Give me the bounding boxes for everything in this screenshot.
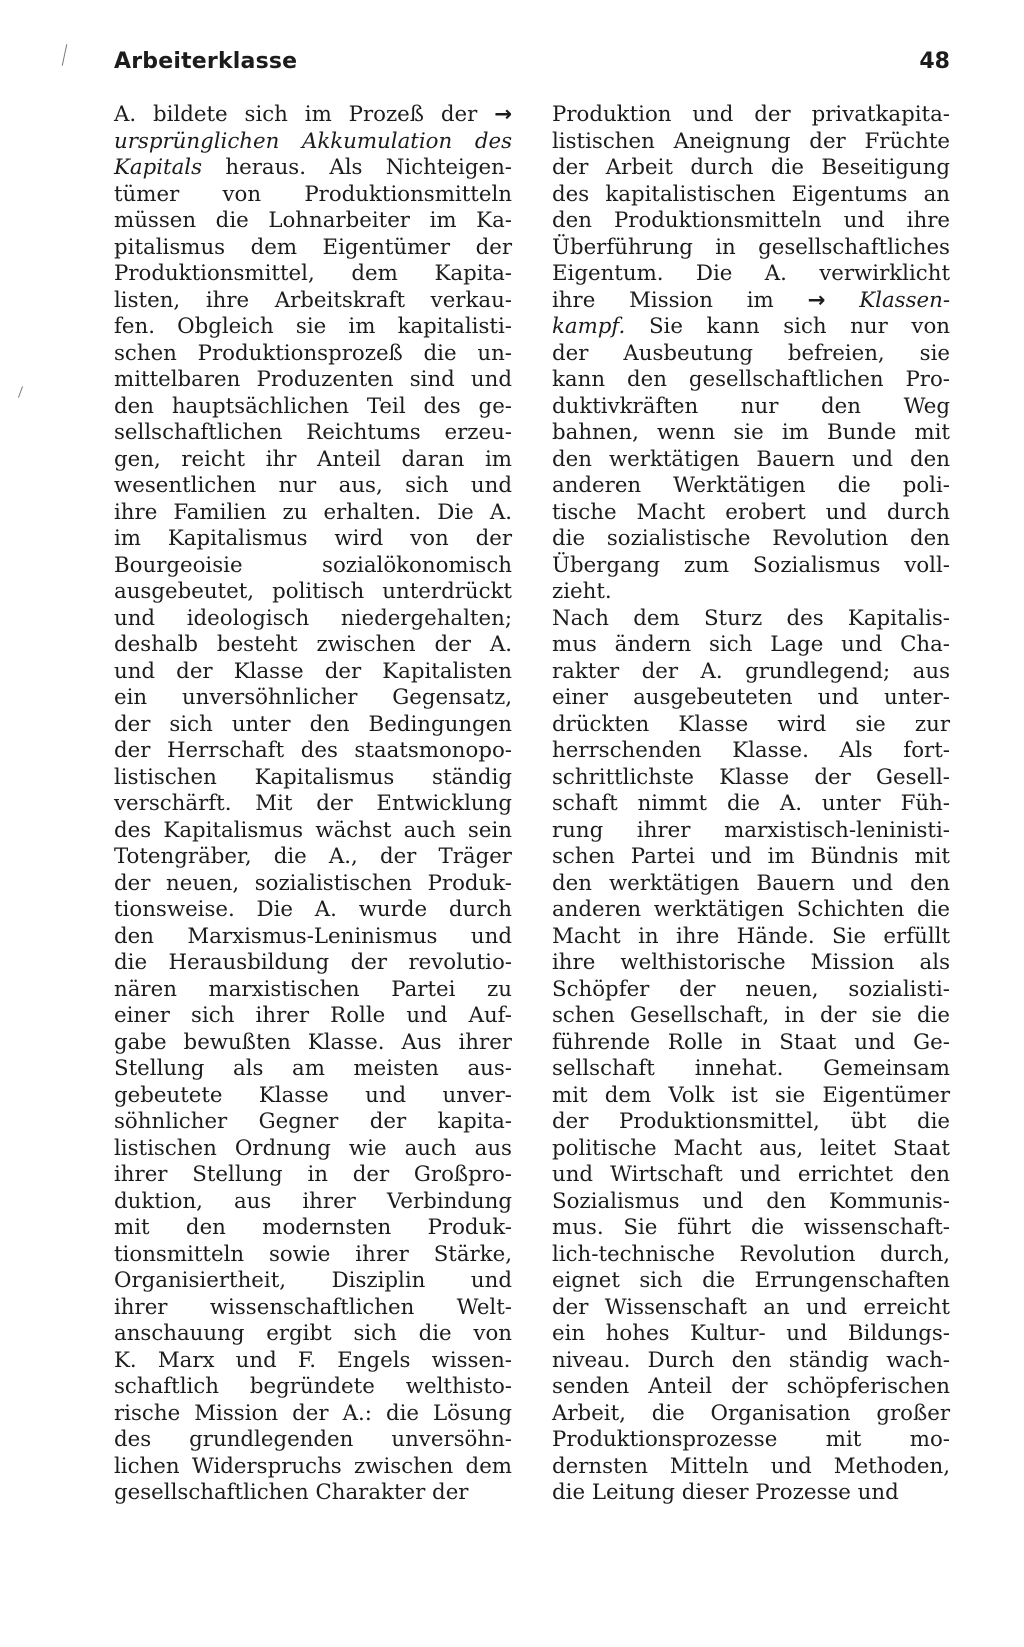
text-line: politische Macht aus, leitet Staat: [552, 1135, 950, 1161]
text-line: ein hohes Kultur- und Bildungs-: [552, 1321, 950, 1346]
text-line: listen, ihre Arbeitskraft verkau-: [114, 287, 512, 313]
text-line: anderen werktätigen Schichten die: [552, 897, 950, 922]
text-line: der Herrschaft des staatsmonopo-: [114, 738, 512, 763]
text-line: der Wissenschaft an und erreicht: [552, 1294, 950, 1320]
text-line: des grundlegenden unversöhn-: [114, 1427, 512, 1452]
text-line: den Marxismus-Leninismus und: [114, 923, 512, 949]
italic-term: ursprünglichen Akkumulation des: [114, 128, 512, 154]
text-line: schen Gesellschaft, in der sie die: [552, 1003, 950, 1028]
text-line: wesentlichen nur aus, sich und: [114, 473, 512, 498]
text-line: ihrer wissenschaftlichen Welt-: [114, 1294, 512, 1320]
italic-term: kampf.: [552, 314, 626, 339]
text-line: im Kapitalismus wird von der: [114, 526, 512, 551]
text-line: listischen Ordnung wie auch aus: [114, 1135, 512, 1161]
text-line: Bourgeoisie sozialökonomisch: [114, 552, 512, 578]
cross-reference-arrow-icon: →: [807, 287, 826, 313]
text-line: gen, reicht ihr Anteil daran im: [114, 446, 512, 472]
text-line: der sich unter den Bedingungen: [114, 711, 512, 737]
text-line: deshalb besteht zwischen der A.: [114, 632, 512, 657]
running-header-title: Arbeiterklasse: [114, 49, 298, 74]
margin-mark: [62, 44, 68, 66]
cross-reference-arrow-icon: →: [494, 102, 512, 127]
text-line: den Produktionsmitteln und ihre: [552, 208, 950, 233]
text-line: tische Macht erobert und durch: [552, 499, 950, 525]
text-line: duktion, aus ihrer Verbindung: [114, 1188, 512, 1214]
text-line: schaftlich begründete welthisto-: [114, 1374, 512, 1399]
text-line: der neuen, sozialistischen Produk-: [114, 870, 512, 896]
text-line: ein unversöhnlicher Gegensatz,: [114, 685, 512, 710]
text-line: Arbeit, die Organisation großer: [552, 1400, 950, 1426]
text-line: müssen die Lohnarbeiter im Ka-: [114, 208, 512, 233]
text-line: Produktionsprozesse mit mo-: [552, 1427, 950, 1452]
text-line: duktivkräften nur den Weg: [552, 393, 950, 419]
text-line: Totengräber, die A., der Träger: [114, 844, 512, 869]
text-line: mus. Sie führt die wissenschaft-: [552, 1215, 950, 1240]
text-line: Produktion und der privatkapita-: [552, 102, 950, 127]
text-line: lichen Widerspruchs zwischen dem: [114, 1453, 512, 1479]
text-line: ihrer Stellung in der Großpro-: [114, 1162, 512, 1187]
text-line: den werktätigen Bauern und den: [552, 870, 950, 896]
text-line: rakter der A. grundlegend; aus: [552, 658, 950, 684]
text-line: dernsten Mitteln und Methoden,: [552, 1453, 950, 1479]
text-line: niveau. Durch den ständig wach-: [552, 1347, 950, 1373]
text-line: senden Anteil der schöpferischen: [552, 1374, 950, 1399]
text-line: anschauung ergibt sich die von: [114, 1321, 512, 1346]
text-line: des Kapitalismus wächst auch sein: [114, 817, 512, 843]
text-line: und der Klasse der Kapitalisten: [114, 658, 512, 684]
text-line: und ideologisch niedergehalten;: [114, 605, 512, 631]
text-line: listischen Aneignung der Früchte: [552, 128, 950, 154]
text-line: den hauptsächlichen Teil des ge-: [114, 393, 512, 419]
text-line: die Leitung dieser Prozesse und: [552, 1480, 899, 1505]
text-line: mit dem Volk ist sie Eigentümer: [552, 1082, 950, 1108]
text-line: Macht in ihre Hände. Sie erfüllt: [552, 923, 950, 949]
text-line: gesellschaftlichen Charakter der: [114, 1480, 469, 1505]
text-line: [114, 129, 512, 156]
text-line: einer sich ihrer Rolle und Auf-: [114, 1003, 512, 1028]
text-line: bahnen, wenn sie im Bunde mit: [552, 420, 950, 445]
text-line: rische Mission der A.: die Lösung: [114, 1400, 512, 1426]
text-line: ihre Familien zu erhalten. Die A.: [114, 499, 512, 525]
text-line: Überführung in gesellschaftliches: [552, 234, 950, 260]
italic-term: Klassen-: [859, 287, 951, 313]
text-line: rung ihrer marxistisch-leninisti-: [552, 817, 950, 843]
text-line: Eigentum. Die A. verwirklicht: [552, 261, 950, 286]
italic-term: Kapitals: [114, 155, 203, 180]
text-line: des kapitalistischen Eigentums an: [552, 181, 950, 207]
text-line: mit den modernsten Produk-: [114, 1215, 512, 1240]
text-line: mus ändern sich Lage und Cha-: [552, 632, 950, 657]
text-line: schrittlichste Klasse der Gesell-: [552, 764, 950, 790]
text-line: den werktätigen Bauern und den: [552, 446, 950, 472]
text-line: und Wirtschaft und errichtet den: [552, 1162, 950, 1187]
text-line: schen Produktionsprozeß die un-: [114, 340, 512, 366]
text-line: verschärft. Mit der Entwicklung: [114, 791, 512, 816]
text-line: schen Partei und im Bündnis mit: [552, 844, 950, 869]
text-line: nären marxistischen Partei zu: [114, 976, 512, 1002]
text-line: kann den gesellschaftlichen Pro-: [552, 367, 950, 392]
text-line: tionsmitteln sowie ihrer Stärke,: [114, 1241, 512, 1267]
text-line: Schöpfer der neuen, sozialisti-: [552, 976, 950, 1002]
text-line: mittelbaren Produzenten sind und: [114, 367, 512, 392]
text-line: A. bildete sich im Prozeß der →: [114, 102, 512, 127]
text-line: Produktionsmittel, dem Kapita-: [114, 261, 512, 286]
text-line: pitalismus dem Eigentümer der: [114, 234, 512, 260]
text-line: der Produktionsmittel, übt die: [552, 1109, 950, 1134]
text-line: der Ausbeutung befreien, sie: [552, 340, 950, 366]
text-line: tionsweise. Die A. wurde durch: [114, 897, 512, 922]
text-line: gabe bewußten Klasse. Aus ihrer: [114, 1029, 512, 1055]
text-line: führende Rolle in Staat und Ge-: [552, 1029, 950, 1055]
text-line: Sozialismus und den Kommunis-: [552, 1188, 950, 1214]
text-line: söhnlicher Gegner der kapita-: [114, 1109, 512, 1134]
text-column-right: [552, 102, 950, 1507]
text-line: zieht.: [552, 579, 612, 604]
text-line: einer ausgebeuteten und unter-: [552, 685, 950, 710]
text-column-left: [114, 102, 512, 1507]
text-line: der Arbeit durch die Beseitigung: [552, 155, 950, 180]
text-line: ihre welthistorische Mission als: [552, 950, 950, 975]
text-line: kampf. Sie kann sich nur von: [552, 314, 950, 339]
text-line: lich-technische Revolution durch,: [552, 1241, 950, 1267]
text-line: herrschenden Klasse. Als fort-: [552, 738, 950, 763]
text-line: anderen Werktätigen die poli-: [552, 473, 950, 498]
text-line: Übergang zum Sozialismus voll-: [552, 552, 950, 578]
text-line: Nach dem Sturz des Kapitalis-: [552, 605, 950, 631]
text-line: drückten Klasse wird sie zur: [552, 711, 950, 737]
text-line: fen. Obgleich sie im kapitalisti-: [114, 314, 512, 339]
text-line: Kapitals heraus. Als Nichteigen-: [114, 155, 512, 180]
text-line: ausgebeutet, politisch unterdrückt: [114, 579, 512, 604]
text-line: sellschaft innehat. Gemeinsam: [552, 1056, 950, 1081]
text-line: Stellung als am meisten aus-: [114, 1056, 512, 1081]
text-line: ihre Mission im → Klassen-: [552, 287, 951, 313]
page-number: 48: [919, 49, 950, 74]
text-line: die Herausbildung der revolutio-: [114, 950, 512, 975]
text-line: sellschaftlichen Reichtums erzeu-: [114, 420, 512, 445]
text-line: listischen Kapitalismus ständig: [114, 764, 512, 790]
margin-mark: [18, 386, 23, 398]
text-line: gebeutete Klasse und unver-: [114, 1082, 512, 1108]
text-line: die sozialistische Revolution den: [552, 526, 950, 551]
text-line: eignet sich die Errungenschaften: [552, 1268, 950, 1293]
text-line: Organisiertheit, Disziplin und: [114, 1268, 512, 1293]
text-line: schaft nimmt die A. unter Füh-: [552, 791, 950, 816]
text-line: K. Marx und F. Engels wissen-: [114, 1347, 512, 1373]
text-line: tümer von Produktionsmitteln: [114, 181, 512, 207]
